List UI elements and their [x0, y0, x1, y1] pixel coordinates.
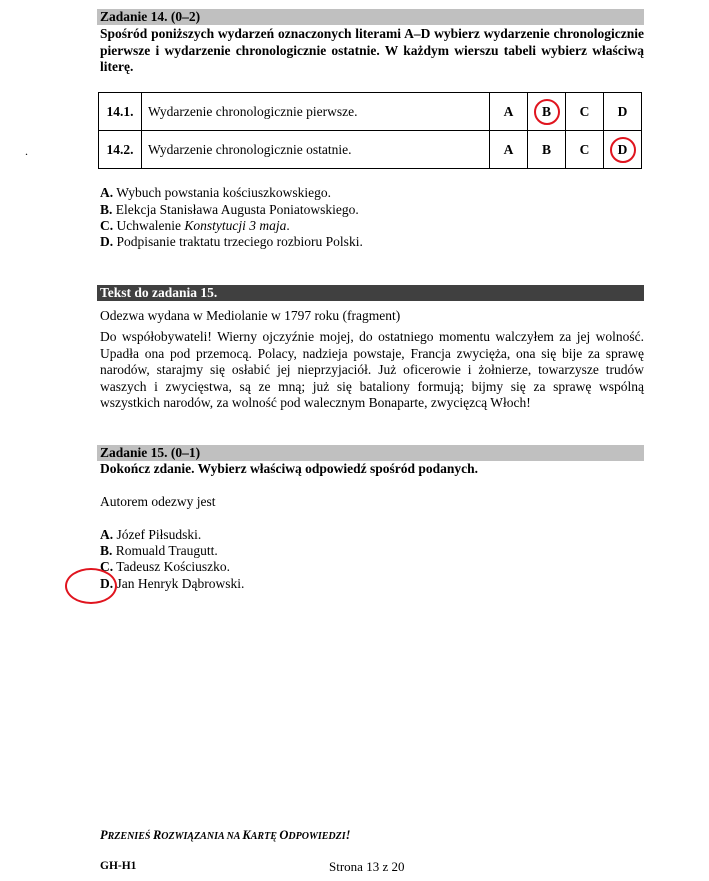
option-cell[interactable] — [604, 131, 642, 169]
row-description: Wydarzenie chronologicznie pierwsze. — [142, 93, 490, 131]
answer-option[interactable]: C. Tadeusz Kościuszko. — [100, 559, 231, 574]
exam-code: GH-H1 — [100, 860, 137, 872]
option-letter: A — [503, 141, 514, 157]
row-description: Wydarzenie chronologicznie ostatnie. — [142, 131, 490, 169]
option-cell[interactable] — [566, 93, 604, 131]
table-row — [99, 93, 642, 131]
answer-table — [98, 92, 642, 169]
option-cell[interactable] — [604, 93, 642, 131]
option-letter: A — [503, 103, 514, 119]
page-number: Strona 13 z 20 — [329, 859, 405, 874]
transfer-answers-note: PRZENIEŚ ROZWIĄZANIA NA KARTĘ ODPOWIEDZI! — [100, 828, 351, 842]
option-cell[interactable] — [566, 131, 604, 169]
option-letter: C — [579, 141, 590, 157]
text15-source: Odezwa wydana w Mediolanie w 1797 roku (fragment) — [100, 308, 401, 323]
task14-instruction: Spośród poniższych wydarzeń oznaczonych literami A–D wybierz wydarzenie chronologicznie pierwsze i wydarzenie chronologicznie ostatnie. W każdym wierszu tabeli wybierz właściwą literę. — [100, 26, 644, 74]
text15-header: Tekst do zadania 15. — [97, 285, 644, 301]
answer-circle-mark — [610, 137, 636, 163]
option-letter: B — [541, 103, 551, 119]
event-item: C. Uchwalenie Konstytucji 3 maja. — [100, 218, 290, 233]
option-cell[interactable] — [490, 93, 528, 131]
option-letter: D — [617, 141, 628, 157]
row-number: 14.2. — [99, 131, 142, 169]
stray-dot: . — [25, 144, 28, 158]
event-item: A. Wybuch powstania kościuszkowskiego. — [100, 185, 332, 200]
answer-circle-mark — [534, 99, 560, 125]
answer-option[interactable]: A. Józef Piłsudski. — [100, 527, 202, 542]
option-cell[interactable] — [490, 131, 528, 169]
option-letter: D — [617, 103, 628, 119]
answer-option[interactable]: D. Jan Henryk Dąbrowski. — [100, 576, 245, 591]
event-item: B. Elekcja Stanisława Augusta Poniatowskiego. — [100, 202, 359, 217]
event-item: D. Podpisanie traktatu trzeciego rozbioru Polski. — [100, 234, 363, 249]
option-letter: C — [579, 103, 590, 119]
table-row — [99, 131, 642, 169]
option-cell[interactable] — [528, 131, 566, 169]
text15-body: Do współobywateli! Wierny ojczyźnie mojej, do ostatniego momentu walczyłem za jej wolność. Upadła ona pod przemocą. Polacy, nadzieja powstaje, Francja zwycięża, ona się bije za sprawę narodów, starajmy się osłabić jej nieprzyjaciół. Już oficerowie i żołnierze, towarzysze trudów waszych i zwycięstwa, są ze mną; już się bataliony formują; bijmy się za sprawę wspólną wszystkich narodów, za wolność pod walecznym Bonaparte, zwycięzcą Włoch! — [100, 329, 644, 411]
task15-instruction: Dokończ zdanie. Wybierz właściwą odpowiedź spośród podanych. — [100, 461, 479, 476]
task14-header: Zadanie 14. (0–2) — [97, 9, 644, 25]
option-cell[interactable] — [528, 93, 566, 131]
row-number: 14.1. — [99, 93, 142, 131]
task15-header: Zadanie 15. (0–1) — [97, 445, 644, 461]
option-letter: B — [541, 141, 551, 157]
answer-circle-mark — [65, 568, 117, 604]
answer-option[interactable]: B. Romuald Traugutt. — [100, 543, 218, 558]
task15-stem: Autorem odezwy jest — [100, 494, 216, 509]
